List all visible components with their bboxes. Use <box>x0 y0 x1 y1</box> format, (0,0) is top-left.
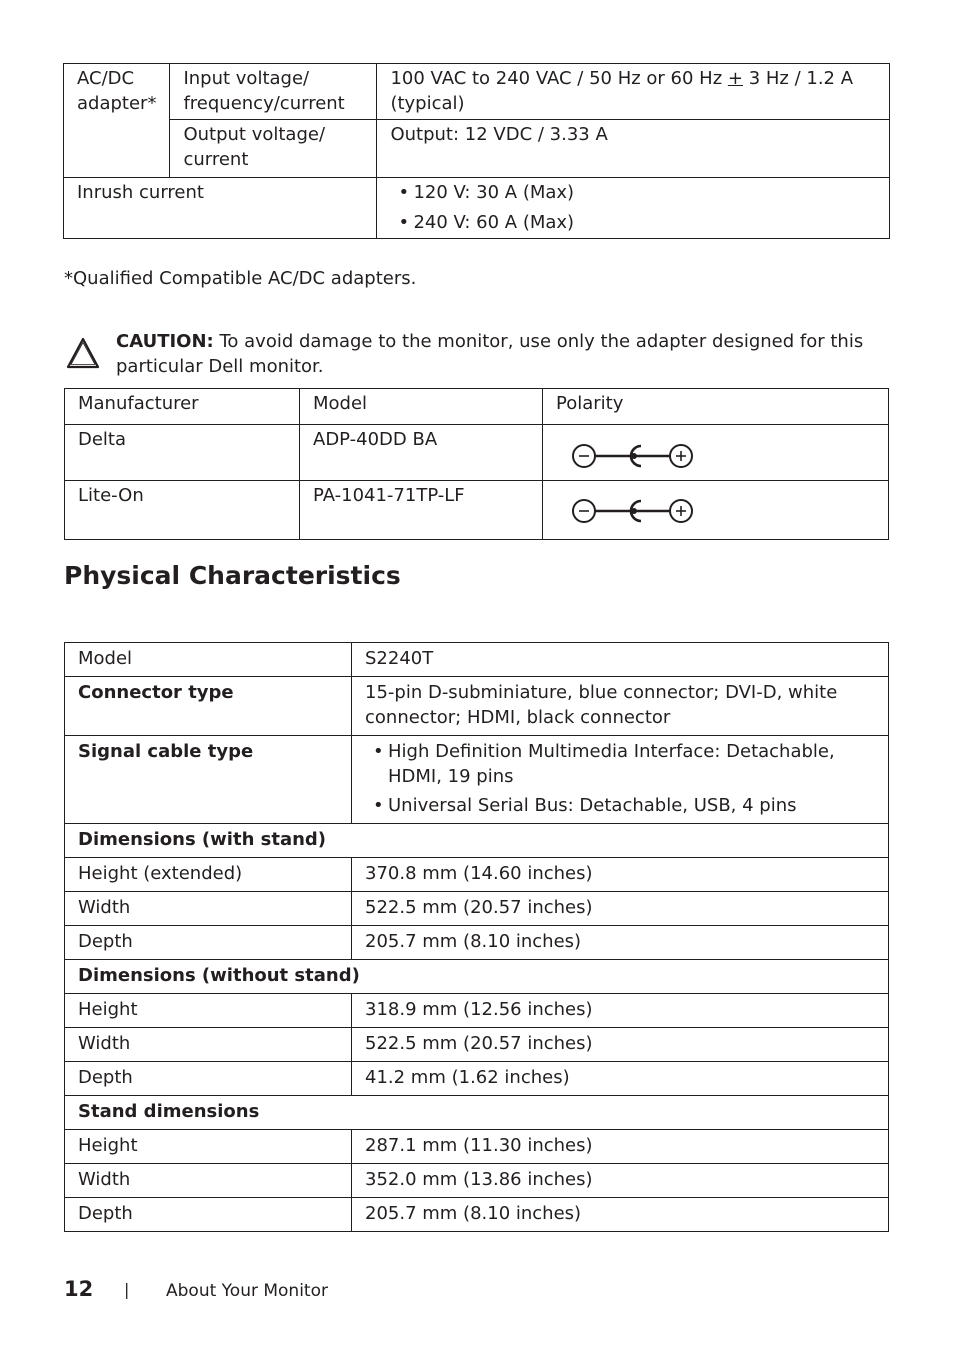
section-stand: Stand dimensions <box>65 1096 889 1130</box>
dim-value: 370.8 mm (14.60 inches) <box>352 858 889 892</box>
signal-item: • Universal Serial Bus: Detachable, USB, 4 pins <box>373 793 875 818</box>
dim-value: 522.5 mm (20.57 inches) <box>352 1028 889 1062</box>
section-with-stand: Dimensions (with stand) <box>65 824 889 858</box>
dim-label: Depth <box>65 926 352 960</box>
adapter-table <box>64 388 889 540</box>
inrush-label: Inrush current <box>64 178 377 239</box>
header-polarity: Polarity <box>543 389 889 425</box>
manufacturer-cell: Lite-On <box>65 481 300 540</box>
dim-value: 287.1 mm (11.30 inches) <box>352 1130 889 1164</box>
dim-value: 41.2 mm (1.62 inches) <box>352 1062 889 1096</box>
signal-values <box>352 736 889 824</box>
polarity-icon <box>571 496 695 526</box>
power-spec-table <box>63 63 890 239</box>
dim-value: 352.0 mm (13.86 inches) <box>352 1164 889 1198</box>
caution-note <box>116 329 896 379</box>
input-label: Input voltage/ frequency/current <box>170 64 377 120</box>
footer-title: About Your Monitor <box>166 1281 328 1301</box>
dim-label: Width <box>65 1164 352 1198</box>
model-value: S2240T <box>352 643 889 677</box>
footnote: *Qualified Compatible AC/DC adapters. <box>64 268 417 289</box>
model-cell: ADP-40DD BA <box>300 425 543 481</box>
connector-label: Connector type <box>65 677 352 736</box>
signal-label: Signal cable type <box>65 736 352 824</box>
dim-label: Width <box>65 1028 352 1062</box>
dim-label: Height <box>65 1130 352 1164</box>
caution-label: CAUTION: <box>116 331 214 352</box>
dim-label: Height (extended) <box>65 858 352 892</box>
dim-value: 318.9 mm (12.56 inches) <box>352 994 889 1028</box>
signal-item: • High Definition Multimedia Interface: Detachable, HDMI, 19 pins <box>373 739 875 789</box>
dim-label: Depth <box>65 1198 352 1232</box>
connector-value: 15-pin D-subminiature, blue connector; DVI-D, white connector; HDMI, black connector <box>352 677 889 736</box>
dim-value: 522.5 mm (20.57 inches) <box>352 892 889 926</box>
inrush-item: • 120 V: 30 A (Max) <box>398 180 876 205</box>
dim-label: Height <box>65 994 352 1028</box>
header-manufacturer: Manufacturer <box>65 389 300 425</box>
physical-table <box>64 642 889 1232</box>
polarity-cell <box>543 481 889 540</box>
section-without-stand: Dimensions (without stand) <box>65 960 889 994</box>
dim-value: 205.7 mm (8.10 inches) <box>352 1198 889 1232</box>
header-model: Model <box>300 389 543 425</box>
polarity-icon <box>571 441 695 471</box>
output-label: Output voltage/ current <box>170 120 377 178</box>
output-value: Output: 12 VDC / 3.33 A <box>377 120 890 178</box>
dim-value: 205.7 mm (8.10 inches) <box>352 926 889 960</box>
model-label: Model <box>65 643 352 677</box>
caution-text: To avoid damage to the monitor, use only the adapter designed for this particular Dell monitor. <box>116 331 864 377</box>
page-number: 12 <box>64 1277 94 1301</box>
adapter-label: AC/DC adapter* <box>64 64 170 178</box>
caution-icon <box>66 336 100 370</box>
dim-label: Depth <box>65 1062 352 1096</box>
dim-label: Width <box>65 892 352 926</box>
section-title: Physical Characteristics <box>64 561 401 590</box>
model-cell: PA-1041-71TP-LF <box>300 481 543 540</box>
manufacturer-cell: Delta <box>65 425 300 481</box>
inrush-item: • 240 V: 60 A (Max) <box>398 210 876 235</box>
polarity-cell <box>543 425 889 481</box>
input-value: 100 VAC to 240 VAC / 50 Hz or 60 Hz + 3 Hz / 1.2 A (typical) <box>377 64 890 120</box>
footer-separator: | <box>124 1280 130 1299</box>
inrush-values <box>377 178 890 239</box>
